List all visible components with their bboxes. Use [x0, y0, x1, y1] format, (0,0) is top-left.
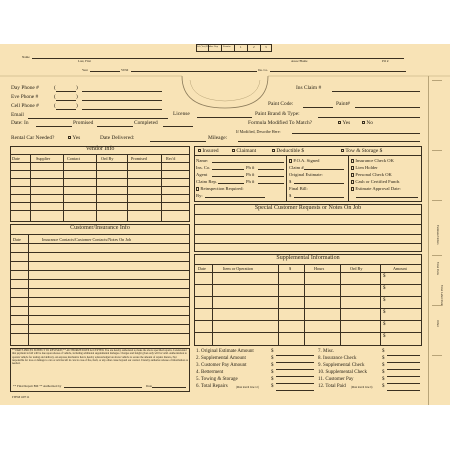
total-11: 11. Customer Pay [318, 377, 354, 382]
cell-phone-label: Cell Phone # [11, 103, 39, 109]
license-line[interactable] [197, 117, 252, 118]
supp-col-item: Item or Operation [223, 266, 253, 271]
original-estimate-label: Original Estimate: [289, 172, 323, 177]
cell-phone-line[interactable] [82, 109, 162, 110]
orig-est-line[interactable] [294, 183, 344, 184]
day-phone-area-line[interactable] [56, 91, 76, 92]
vendor-col-supplier: Supplier [36, 156, 51, 161]
total-12-line[interactable] [387, 390, 420, 391]
year-label: Year [82, 68, 88, 72]
date-in-label: Date: In [11, 120, 29, 126]
total-10-line[interactable] [387, 376, 420, 377]
final-date-line[interactable] [152, 387, 186, 388]
customer-col-date: Date [13, 237, 21, 242]
total-4-line[interactable] [276, 376, 314, 377]
side-label-other: Other [436, 320, 440, 327]
supp-col-amount: Amount [393, 266, 407, 271]
approval-date-line[interactable] [356, 197, 418, 198]
tab-small-0: Sel (Ver) Date [197, 45, 211, 48]
tab-small-5: 3 [265, 45, 267, 49]
date-in-line[interactable] [36, 126, 72, 127]
vendor-info-title: Vendor Info [85, 146, 115, 152]
authorized-by-line[interactable] [64, 387, 142, 388]
assoc-home-label: Assoc/Home [291, 59, 308, 63]
mileage-line[interactable] [238, 141, 420, 142]
total-9: 9. Supplemental Check [318, 363, 365, 368]
vendor-col-contact: Contact [67, 156, 81, 161]
completed-label: Completed [134, 120, 158, 126]
final-date-label: Date [146, 384, 153, 388]
supp-dollar-6: $ [383, 334, 386, 339]
eve-phone-line[interactable] [82, 100, 162, 101]
special-requests-box [194, 204, 422, 252]
total-3-line[interactable] [276, 369, 314, 370]
total-11-line[interactable] [387, 383, 420, 384]
reinspection-label[interactable]: Reinspection Required: [196, 186, 244, 191]
last-first-label: Last, First [78, 59, 91, 63]
total-1: 1. Original Estimate Amount [196, 349, 254, 354]
insured-by-line[interactable] [205, 197, 265, 198]
if-modified-line[interactable] [292, 133, 420, 134]
total-12: 12. Total Paid [318, 384, 346, 389]
mileage-label: Mileage: [208, 135, 228, 141]
supp-col-hours: Hours [314, 266, 325, 271]
day-phone-line[interactable] [82, 91, 162, 92]
insured-insco-label: Ins. Co. [196, 165, 211, 170]
total-6: 6. Total Repairs [196, 384, 228, 389]
personal-check-ok[interactable]: Personal Check OK [351, 172, 392, 177]
eve-phone-area-line[interactable] [56, 100, 76, 101]
item-number: ITEM #0711 [12, 395, 30, 399]
supp-col-date: Date [198, 266, 206, 271]
check-claimant[interactable]: Claimant [232, 148, 256, 154]
side-label-labor: Total Labor/Paint [440, 285, 444, 307]
tab-small-4: 2 [253, 45, 255, 49]
cash-certified[interactable]: Cash or Certified Funds [351, 179, 399, 184]
mid-claim-line[interactable] [304, 169, 344, 170]
email-label: Email [11, 112, 24, 118]
paint-brand-label: Paint Brand & Type: [255, 111, 300, 117]
promised-line[interactable] [97, 126, 133, 127]
paint-code-line[interactable] [303, 107, 333, 108]
total-9-line[interactable] [387, 369, 420, 370]
mid-claim-label: Claim # [289, 165, 304, 170]
total-6-line[interactable] [276, 390, 314, 391]
lien-holder[interactable]: Lien Holder [351, 165, 378, 170]
tab-small-3: 1 [240, 45, 242, 49]
paint-brand-line[interactable] [318, 117, 420, 118]
total-2: 2. Supplemental Amount [196, 356, 246, 361]
tab-small-1: Ins. Rep [210, 45, 218, 48]
tab-small-2: Promise [223, 45, 231, 48]
total-7: 7. Misc. [318, 349, 335, 354]
final-bill-line[interactable] [294, 197, 344, 198]
customer-info-title: Customer/Insurance Info [70, 225, 130, 231]
cell-phone-area-line[interactable] [56, 109, 76, 110]
total-10: 10. Supplemental Check [318, 370, 368, 375]
insured-agent-label: Agent [196, 172, 208, 177]
vendor-col-promised: Promised [131, 156, 147, 161]
rental-yes[interactable]: Yes [68, 135, 80, 141]
promised-label: Promised [73, 120, 94, 126]
ins-claim-line[interactable] [332, 91, 420, 92]
side-tab-divider [428, 76, 429, 405]
date-delivered-line[interactable] [150, 141, 206, 142]
paint-num-label: Paint# [336, 101, 350, 107]
check-insured[interactable]: Insured [198, 148, 219, 154]
insured-agent-line[interactable] [212, 176, 244, 177]
vendor-col-recd: Rec'd [166, 156, 176, 161]
insured-name-label: Name: [196, 158, 209, 163]
customer-col-notes: Insurance Contacts/Customer Contacts/Notes On Job [42, 237, 132, 242]
check-deductible[interactable]: Deductible $ [272, 148, 304, 154]
total-1-line[interactable] [276, 355, 314, 356]
eve-phone-label: Eve Phone # [11, 94, 39, 100]
vin-label: VIN# [121, 68, 129, 72]
special-requests-title: Special Customer Requests or Notes On Job [254, 205, 362, 211]
insurance-check-ok[interactable]: Insurance Check OK [351, 158, 394, 163]
insured-ph-3: Ph # [246, 179, 255, 184]
total-12-note: (Must match Line 6) [351, 386, 373, 389]
supp-dollar-5: $ [383, 322, 386, 327]
supp-col-dollar: $ [289, 266, 292, 271]
paint-code-label: Paint Code: [268, 101, 294, 107]
estimate-approval[interactable]: Estimate Approval Date: [351, 186, 401, 191]
insured-name-line[interactable] [212, 162, 284, 163]
insured-ph-2: Ph # [246, 172, 255, 177]
insco-label: Ins. Co. [258, 68, 269, 72]
insured-insco-line[interactable] [212, 169, 244, 170]
rental-car-label: Rental Car Needed? [11, 135, 55, 141]
if-modified-label: If Modified, Describe Here: [236, 129, 281, 134]
ins-claim-label: Ins Claim # [296, 85, 322, 91]
formula-modified-label: Formula Modified To Match? [248, 120, 313, 126]
total-7-line[interactable] [387, 355, 420, 356]
insured-ph-1-line[interactable] [258, 169, 284, 170]
check-tow-storage[interactable]: Tow & Storage $ [341, 148, 382, 154]
side-label-estimate: Estimate/Orders [436, 225, 440, 245]
insured-ph-3-line[interactable] [258, 183, 284, 184]
paint-num-line[interactable] [355, 107, 420, 108]
insured-ph-2-line[interactable] [258, 176, 284, 177]
supp-dollar-3: $ [383, 298, 386, 303]
total-4: 4. Betterment [196, 370, 224, 375]
total-8: 8. Insurance Check [318, 356, 357, 361]
disclaimer-text: ** PARTS PRICES SUBJECT TO REVISION ** AUTHORIZED REP ACCEPTED. You are hereby authorized to make the above specified repairs. I understand that payment in full will be due upon release of vehicle, including additional supplemental damages. Charges and freight given only will be valid. Authorization to operate vehicle for testing and delivery. An express mechanics lien is hereby acknowledged on above vehicle to secure the amount of repairs thereto. Not responsible for loss or damage to cars or articles left in cars in case of fire, theft, or any other cause beyond our control. I hereby authorize release of information as needed. [12, 349, 188, 366]
vendor-col-ordby: Ord By [101, 156, 114, 161]
total-2-line[interactable] [276, 362, 314, 363]
license-label: License [173, 111, 190, 117]
side-label-parts: Total Parts [436, 262, 440, 275]
final-repair-label: ** Final Repair Bill ** Authorized by [13, 384, 62, 388]
completed-line[interactable] [163, 126, 193, 127]
total-5-line[interactable] [276, 383, 314, 384]
formula-yes[interactable]: Yes [338, 120, 350, 126]
final-bill-label: Final Bill: [289, 186, 308, 191]
total-5: 5. Towing & Storage [196, 377, 238, 382]
formula-no[interactable]: No [362, 120, 373, 126]
day-phone-label: Day Phone # [11, 85, 39, 91]
total-8-line[interactable] [387, 362, 420, 363]
total-3: 3. Customer Pay Amount [196, 363, 247, 368]
supplemental-title: Supplemental Information [276, 255, 340, 261]
po-label: PO # [382, 59, 389, 63]
email-line[interactable] [28, 118, 168, 119]
orig-est-dollar: $ [289, 179, 292, 184]
total-6-note: (Must match Line 12) [236, 386, 259, 389]
supp-dollar-2: $ [383, 286, 386, 291]
final-bill-dollar: $ [289, 193, 292, 198]
insured-by-label: By: [196, 193, 203, 198]
supp-col-ordby: Ord By [350, 266, 363, 271]
name-label: Name [22, 55, 30, 59]
date-delivered-label: Date Delivered: [100, 135, 135, 141]
vendor-col-date: Date [12, 156, 20, 161]
supp-dollar-4: $ [383, 310, 386, 315]
poa-signed[interactable]: P.O.A. Signed [289, 158, 319, 163]
insured-ph-1: Ph # [246, 165, 255, 170]
insured-claimrep-line[interactable] [218, 183, 244, 184]
insured-claimrep-label: Claim Rep. [196, 179, 217, 184]
supp-dollar-1: $ [383, 274, 386, 279]
